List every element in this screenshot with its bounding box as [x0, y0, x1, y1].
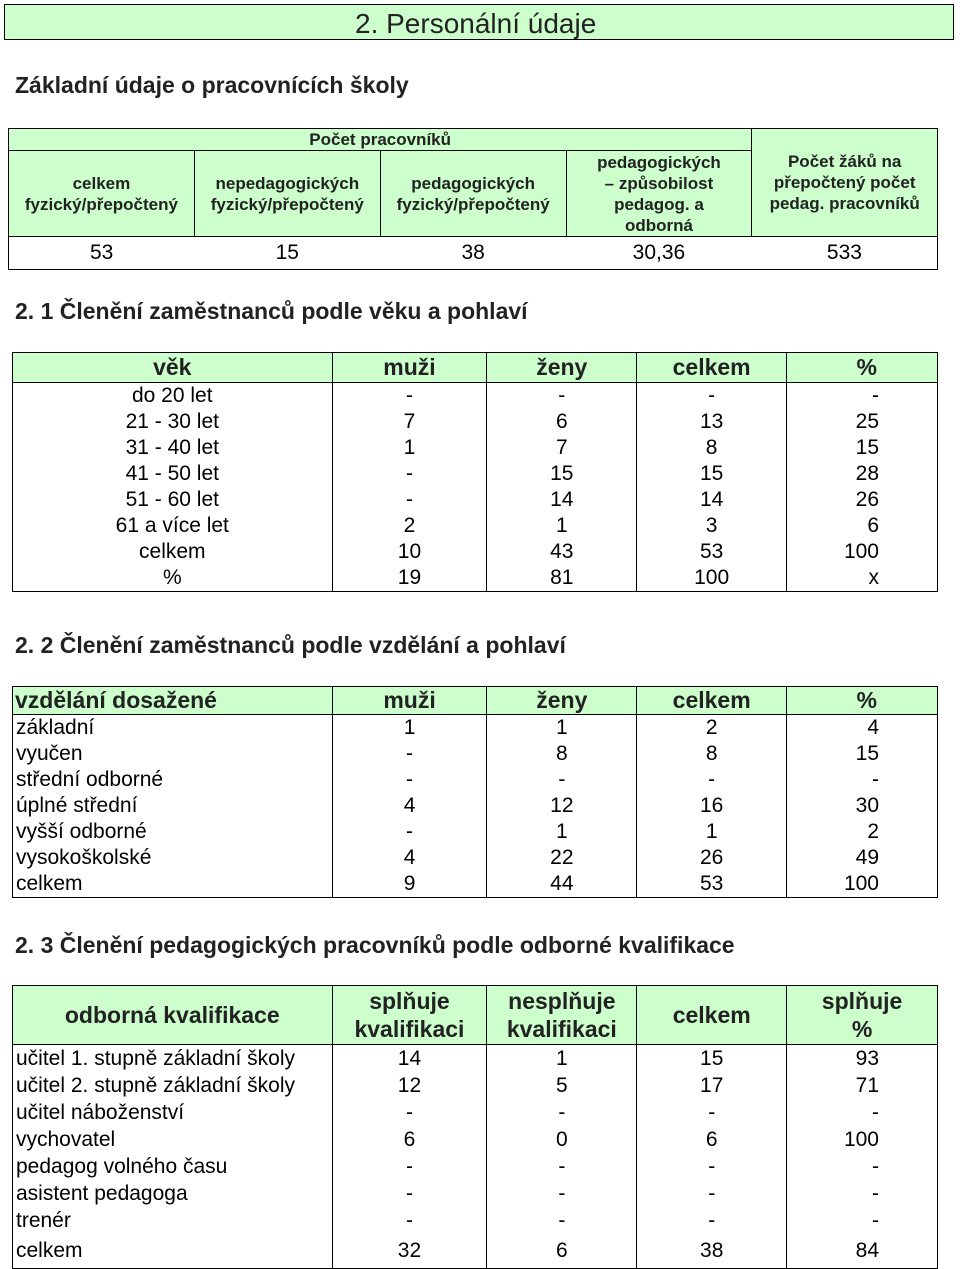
- table-cell: -: [637, 1154, 787, 1181]
- table-row: [13, 1154, 938, 1181]
- table-cell: 10: [332, 539, 487, 565]
- column-header: muži: [332, 353, 487, 383]
- row-label: %: [13, 565, 333, 592]
- column-header: [13, 986, 333, 1045]
- table-cell: -: [637, 767, 787, 793]
- section1-heading: 2. 1 Členění zaměstnanců podle věku a pohlaví: [15, 298, 528, 324]
- table-row: [13, 1073, 938, 1100]
- column-header-line: kvalifikaci: [506, 1016, 617, 1042]
- table-cell: 8: [637, 741, 787, 767]
- row-label: učitel 2. stupně základní školy: [13, 1073, 333, 1100]
- table-row: [13, 487, 938, 513]
- table-cell: 8: [637, 435, 787, 461]
- table-cell: 14: [332, 1045, 487, 1073]
- row-label: asistent pedagoga: [13, 1181, 333, 1208]
- table-cell: 100: [637, 565, 787, 592]
- header-celkem: [9, 151, 195, 237]
- section3-heading: 2. 3 Členění pedagogických pracovníků podle odborné kvalifikace: [15, 932, 735, 958]
- table-cell: -: [787, 1181, 938, 1208]
- table-cell: 1: [487, 1045, 637, 1073]
- table-cell: -: [332, 383, 487, 410]
- header-line: pedagogických: [597, 152, 721, 172]
- table-row: [13, 1100, 938, 1127]
- header-line: fyzický/přepočtený: [24, 194, 178, 214]
- table-cell: 100: [787, 871, 938, 898]
- table-cell: 12: [487, 793, 637, 819]
- header-line: odborná: [624, 215, 693, 235]
- row-label: úplné střední: [13, 793, 333, 819]
- table-cell: 81: [487, 565, 637, 592]
- table-cell: -: [332, 1208, 487, 1235]
- row-label: vyšší odborné: [13, 819, 333, 845]
- table-cell: 3: [637, 513, 787, 539]
- table-cell: 1: [637, 819, 787, 845]
- table-cell: 6: [332, 1127, 487, 1154]
- column-header: věk: [13, 353, 333, 383]
- table-cell: -: [787, 1100, 938, 1127]
- header-zaci: [752, 129, 938, 237]
- header-line: nepedagogických: [215, 173, 360, 193]
- table-row: [13, 845, 938, 871]
- column-header: [787, 986, 938, 1045]
- table-row: [13, 461, 938, 487]
- table-cell: 53: [637, 539, 787, 565]
- row-label: vychovatel: [13, 1127, 333, 1154]
- value-zaci: 533: [752, 237, 938, 270]
- table-cell: 15: [787, 435, 938, 461]
- table-cell: 14: [637, 487, 787, 513]
- table-cell: -: [787, 1208, 938, 1235]
- table-cell: 15: [787, 741, 938, 767]
- table-cell: 16: [637, 793, 787, 819]
- table-cell: 14: [487, 487, 637, 513]
- table-cell: 28: [787, 461, 938, 487]
- column-header: [487, 986, 637, 1045]
- education-gender-body: [13, 715, 938, 898]
- table-cell: -: [787, 767, 938, 793]
- table-cell: -: [332, 487, 487, 513]
- table-cell: -: [332, 741, 487, 767]
- table-cell: -: [787, 383, 938, 410]
- row-label: střední odborné: [13, 767, 333, 793]
- table-cell: 38: [637, 1235, 787, 1269]
- table-cell: 8: [487, 741, 637, 767]
- column-header-line: nesplňuje: [508, 988, 616, 1014]
- row-label: celkem: [13, 539, 333, 565]
- row-label: vysokoškolské: [13, 845, 333, 871]
- age-gender-body: [13, 383, 938, 592]
- group-header: Počet pracovníků: [9, 129, 752, 151]
- table-cell: -: [332, 767, 487, 793]
- table-cell: 1: [332, 435, 487, 461]
- staff-count-table: [8, 128, 938, 270]
- header-zpusobilost: [566, 151, 752, 237]
- row-label: vyučen: [13, 741, 333, 767]
- column-header: vzdělání dosažené: [13, 687, 333, 715]
- row-label: 31 - 40 let: [13, 435, 333, 461]
- table-row: [13, 1181, 938, 1208]
- column-header-line: splňuje: [369, 988, 450, 1014]
- table-cell: 26: [787, 487, 938, 513]
- table-cell: 22: [487, 845, 637, 871]
- table-cell: 71: [787, 1073, 938, 1100]
- header-zaci-line: pedag. pracovníků: [769, 194, 920, 213]
- table-cell: 12: [332, 1073, 487, 1100]
- table-cell: -: [487, 767, 637, 793]
- column-header: %: [787, 353, 938, 383]
- table-cell: 6: [487, 409, 637, 435]
- table-row: [13, 819, 938, 845]
- table-cell: 25: [787, 409, 938, 435]
- table-row: [13, 539, 938, 565]
- row-label: pedagog volného času: [13, 1154, 333, 1181]
- section0-heading: Základní údaje o pracovnících školy: [15, 72, 409, 98]
- table-cell: -: [637, 1100, 787, 1127]
- table-cell: 30: [787, 793, 938, 819]
- table-cell: 6: [487, 1235, 637, 1269]
- table-row: [13, 409, 938, 435]
- table-cell: 32: [332, 1235, 487, 1269]
- column-header: muži: [332, 687, 487, 715]
- value-nepedag: 15: [194, 237, 380, 270]
- value-celkem: 53: [9, 237, 195, 270]
- table-cell: 49: [787, 845, 938, 871]
- table-cell: -: [332, 1100, 487, 1127]
- table-cell: 53: [637, 871, 787, 898]
- table-cell: 84: [787, 1235, 938, 1269]
- column-header-line: celkem: [672, 1002, 751, 1028]
- header-line: pedagogických: [411, 173, 536, 193]
- header-line: celkem: [72, 173, 131, 193]
- table-cell: 1: [487, 715, 637, 742]
- row-label: do 20 let: [13, 383, 333, 410]
- column-header: ženy: [487, 353, 637, 383]
- table-cell: -: [487, 1208, 637, 1235]
- table-cell: 13: [637, 409, 787, 435]
- table-cell: -: [637, 383, 787, 410]
- table-cell: 5: [487, 1073, 637, 1100]
- column-header-line: splňuje: [821, 988, 903, 1014]
- table-cell: 15: [637, 461, 787, 487]
- table-row: [13, 793, 938, 819]
- column-header-line: kvalifikaci: [354, 1016, 465, 1042]
- table-cell: -: [637, 1181, 787, 1208]
- row-label: 61 a více let: [13, 513, 333, 539]
- table-cell: 100: [787, 1127, 938, 1154]
- row-label: základní: [13, 715, 333, 742]
- table-row: [13, 435, 938, 461]
- table-cell: 43: [487, 539, 637, 565]
- table-row: [13, 1045, 938, 1073]
- column-header-line: %: [851, 1016, 873, 1042]
- table-row: [13, 565, 938, 592]
- table-row: [13, 715, 938, 742]
- table-cell: 1: [332, 715, 487, 742]
- qualification-header-row: [13, 986, 938, 1045]
- header-line: fyzický/přepočtený: [396, 194, 550, 214]
- table-cell: 26: [637, 845, 787, 871]
- table-cell: 4: [787, 715, 938, 742]
- row-label: 51 - 60 let: [13, 487, 333, 513]
- table-cell: -: [487, 1100, 637, 1127]
- table-cell: -: [332, 1154, 487, 1181]
- table-row: [13, 1127, 938, 1154]
- column-header: celkem: [637, 687, 787, 715]
- table-cell: 7: [487, 435, 637, 461]
- header-nepedag: [194, 151, 380, 237]
- table-cell: 2: [787, 819, 938, 845]
- header-zaci-line: Počet žáků na: [787, 152, 902, 171]
- table-row: [13, 1235, 938, 1269]
- row-label: 21 - 30 let: [13, 409, 333, 435]
- table-row: [13, 513, 938, 539]
- table-cell: 17: [637, 1073, 787, 1100]
- table-cell: 4: [332, 845, 487, 871]
- table-cell: -: [487, 1154, 637, 1181]
- table-cell: -: [332, 461, 487, 487]
- table-row: [13, 767, 938, 793]
- section2-heading: 2. 2 Členění zaměstnanců podle vzdělání a pohlaví: [15, 632, 566, 658]
- table-cell: x: [787, 565, 938, 592]
- table-cell: 44: [487, 871, 637, 898]
- qualification-table: [12, 985, 938, 1269]
- table-cell: -: [332, 819, 487, 845]
- table-cell: 1: [487, 819, 637, 845]
- column-header: ženy: [487, 687, 637, 715]
- column-header: [332, 986, 487, 1045]
- table-cell: 4: [332, 793, 487, 819]
- table-row: [13, 871, 938, 898]
- column-header: [637, 986, 787, 1045]
- table-cell: 100: [787, 539, 938, 565]
- column-header-line: odborná kvalifikace: [64, 1002, 280, 1028]
- row-label: trenér: [13, 1208, 333, 1235]
- table-cell: -: [787, 1154, 938, 1181]
- column-header: celkem: [637, 353, 787, 383]
- value-zpusobilost: 30,36: [566, 237, 752, 270]
- column-header: %: [787, 687, 938, 715]
- header-pedag: [380, 151, 566, 237]
- chapter-header-box: [4, 4, 954, 40]
- row-label: celkem: [13, 871, 333, 898]
- header-line: fyzický/přepočtený: [210, 194, 364, 214]
- table-cell: 93: [787, 1045, 938, 1073]
- table-cell: -: [332, 1181, 487, 1208]
- row-label: učitel 1. stupně základní školy: [13, 1045, 333, 1073]
- table-cell: 2: [637, 715, 787, 742]
- education-gender-table: [12, 686, 938, 898]
- table-cell: 15: [487, 461, 637, 487]
- table-row: [13, 1208, 938, 1235]
- table-cell: -: [637, 1208, 787, 1235]
- table-cell: 1: [487, 513, 637, 539]
- table-cell: 6: [787, 513, 938, 539]
- table-cell: 15: [637, 1045, 787, 1073]
- table-row: [13, 741, 938, 767]
- table-cell: 7: [332, 409, 487, 435]
- header-line: pedagog. a: [614, 194, 704, 214]
- table-cell: 0: [487, 1127, 637, 1154]
- age-gender-table: [12, 352, 938, 592]
- table-cell: 19: [332, 565, 487, 592]
- header-zaci-line: přepočtený počet: [773, 173, 916, 192]
- qualification-body: [13, 1045, 938, 1269]
- header-line: – způsobilost: [604, 173, 714, 193]
- row-label: celkem: [13, 1235, 333, 1269]
- table-cell: -: [487, 383, 637, 410]
- table-cell: 9: [332, 871, 487, 898]
- row-label: 41 - 50 let: [13, 461, 333, 487]
- row-label: učitel náboženství: [13, 1100, 333, 1127]
- table-cell: -: [487, 1181, 637, 1208]
- chapter-title: 2. Personální údaje: [355, 8, 597, 39]
- table-row: [13, 383, 938, 410]
- value-pedag: 38: [380, 237, 566, 270]
- table-cell: 2: [332, 513, 487, 539]
- table-cell: 6: [637, 1127, 787, 1154]
